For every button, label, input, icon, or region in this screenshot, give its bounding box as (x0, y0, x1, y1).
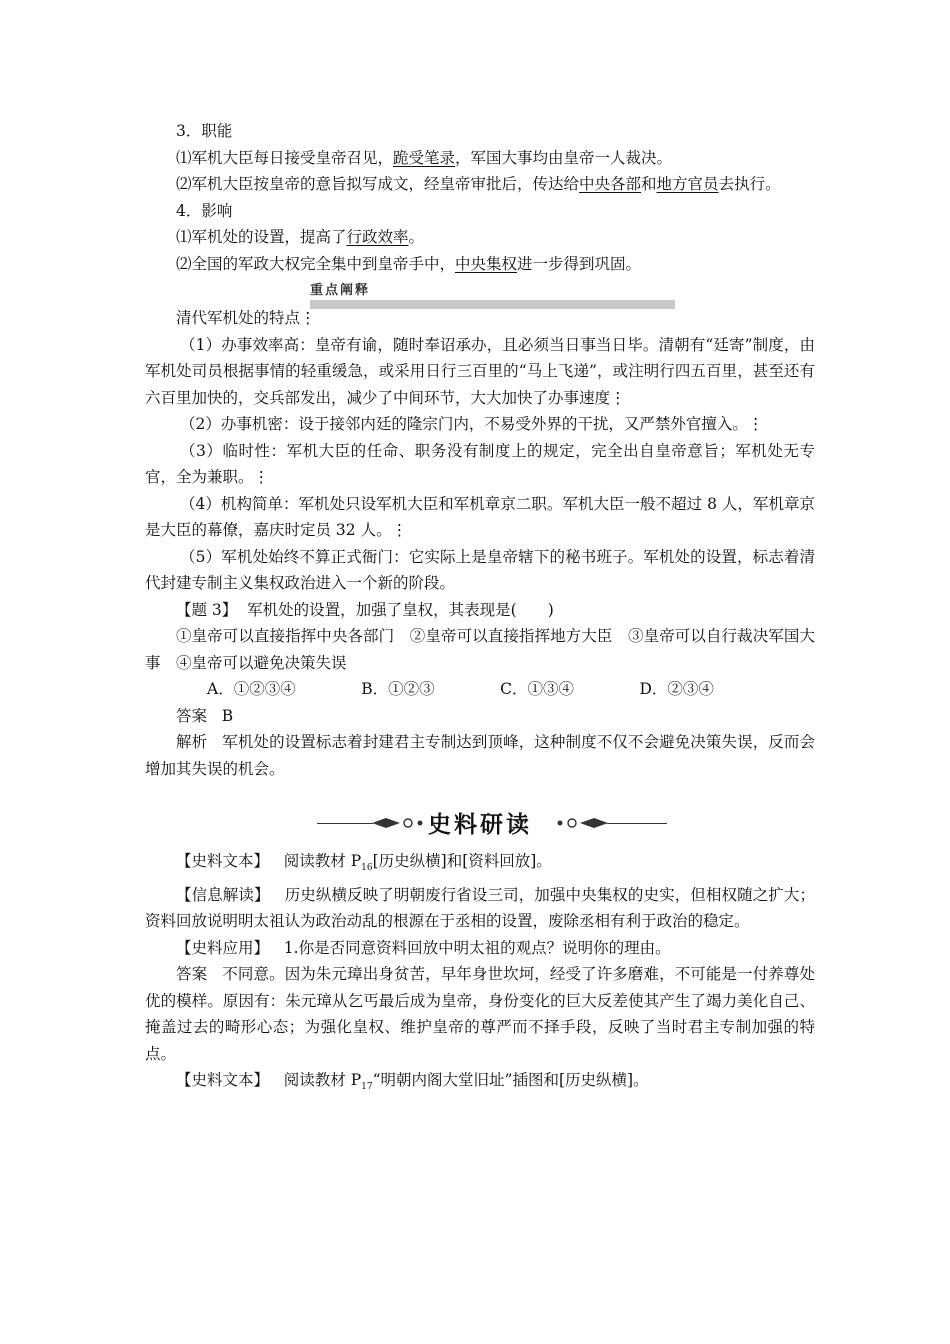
features-title: 清代军机处的特点⋮ (176, 309, 316, 327)
feature-item: （5）军机处始终不算正式衙门：它实际上是皇帝辖下的秘书班子。军机处的设置，标志着清代封建专制主义集权政治进入一个新的阶段。 (145, 547, 815, 592)
underlined-term: 中央各部 (579, 175, 642, 193)
reading-answer: 答案 不同意。因为朱元璋出身贫苦，早年身世坎坷，经受了许多磨难，不可能是一付养尊处优的模样。原因有：朱元璋从乞丐最后成为皇帝，身份变化的巨大反差使其产生了竭力美化自己、掩盖过去的畸形心态；为强化皇权、维护皇帝的尊严而不择手段，反映了当时君主专制加强的特点。 (145, 965, 815, 1063)
section-title-block (145, 802, 815, 848)
question-options (145, 676, 815, 703)
underlined-term: 地方官员 (656, 175, 719, 193)
option-b: B．①②③ (361, 680, 435, 698)
banner-label: 重点阐释 (310, 283, 371, 298)
reading-application: 【史料应用】 1.你是否同意资料回放中明太祖的观点？说明你的理由。 (176, 938, 671, 957)
feature-item: （1）办事效率高：皇帝有谕，随时奉诏承办，且必须当日事当日毕。清朝有“廷寄”制度，由军机处司员根据事情的轻重缓急，或采用日行三百里的“马上飞递”，或注明行四五百里，甚至还有六百里加快的，交兵部发出，减少了中间环节，大大加快了办事速度⋮ (145, 335, 815, 407)
question-tag: 【题 3】 (176, 600, 238, 619)
reading-text-1: 【史料文本】 阅读教材 $P_{16}$[历史纵横]和[资料回放]。 (176, 852, 552, 874)
section-3-heading: 3．职能 (176, 122, 233, 140)
underlined-term: 中央集权 (455, 254, 518, 273)
banner-bar (310, 300, 675, 309)
question-answer: 答案 B (176, 706, 234, 725)
section-3-item-1: ⑴军机大臣每日接受皇帝召见，跪受笔录，军国大事均由皇帝一人裁决。 (176, 148, 673, 167)
question-statements: ①皇帝可以直接指挥中央各部门 ②皇帝可以直接指挥地方大臣 ③皇帝可以自行裁决军国大事 ④皇帝可以避免决策失误 (145, 627, 815, 672)
option-d: D．②③④ (639, 680, 714, 698)
document-page (145, 118, 815, 1101)
section-title: 史料研读 (428, 812, 532, 838)
ornament-right-icon (550, 814, 610, 832)
title-rule-right (607, 823, 667, 824)
question-stem: 【题 3】 军机处的设置，加强了皇权，其表现是( ) (176, 600, 554, 619)
option-c: C．①③④ (500, 680, 574, 698)
section-3-item-2: ⑵军机大臣按皇帝的意旨拟写成文，经皇帝审批后，传达给中央各部和地方官员去执行。 (176, 175, 781, 193)
key-explanation-banner (145, 281, 815, 305)
section-4-item-1: ⑴军机处的设置，提高了行政效率。 (176, 228, 425, 246)
question-analysis: 解析 军机处的设置标志着封建君主专制达到顶峰，这种制度不仅不会避免决策失误，反而会增加其失误的机会。 (145, 733, 815, 778)
section-4-item-2: ⑵全国的军政大权完全集中到皇帝手中，中央集权进一步得到巩固。 (176, 254, 642, 273)
underlined-term: 行政效率 (346, 228, 409, 246)
reading-text-2: 【史料文本】 阅读教材 $P_{17}“$明朝内阁大堂旧址”插图和[历史纵横]。 (176, 1071, 649, 1093)
feature-item: （3）临时性：军机大臣的任命、职务没有制度上的规定，完全出自皇帝意旨；军机处无专官，全为兼职。⋮ (145, 441, 815, 486)
underlined-term: 跪受笔录 (393, 148, 456, 167)
feature-item: （2）办事机密：设于接邻内廷的隆宗门内，不易受外界的干扰，又严禁外官擅入。⋮ (180, 415, 764, 433)
reading-interpretation: 【信息解读】 历史纵横反映了明朝废行省设三司，加强中央集权的史实，但相权随之扩大；资料回放说明明太祖认为政治动乱的根源在于丞相的设置，废除丞相有利于政治的稳定。 (145, 885, 815, 931)
option-a: A．①②③④ (207, 680, 296, 698)
section-4-heading: 4．影响 (176, 201, 233, 220)
feature-item: （4）机构简单：军机处只设军机大臣和军机章京二职。军机大臣一般不超过 8 人，军机章京是大臣的幕僚，嘉庆时定员 32 人。⋮ (145, 494, 815, 539)
